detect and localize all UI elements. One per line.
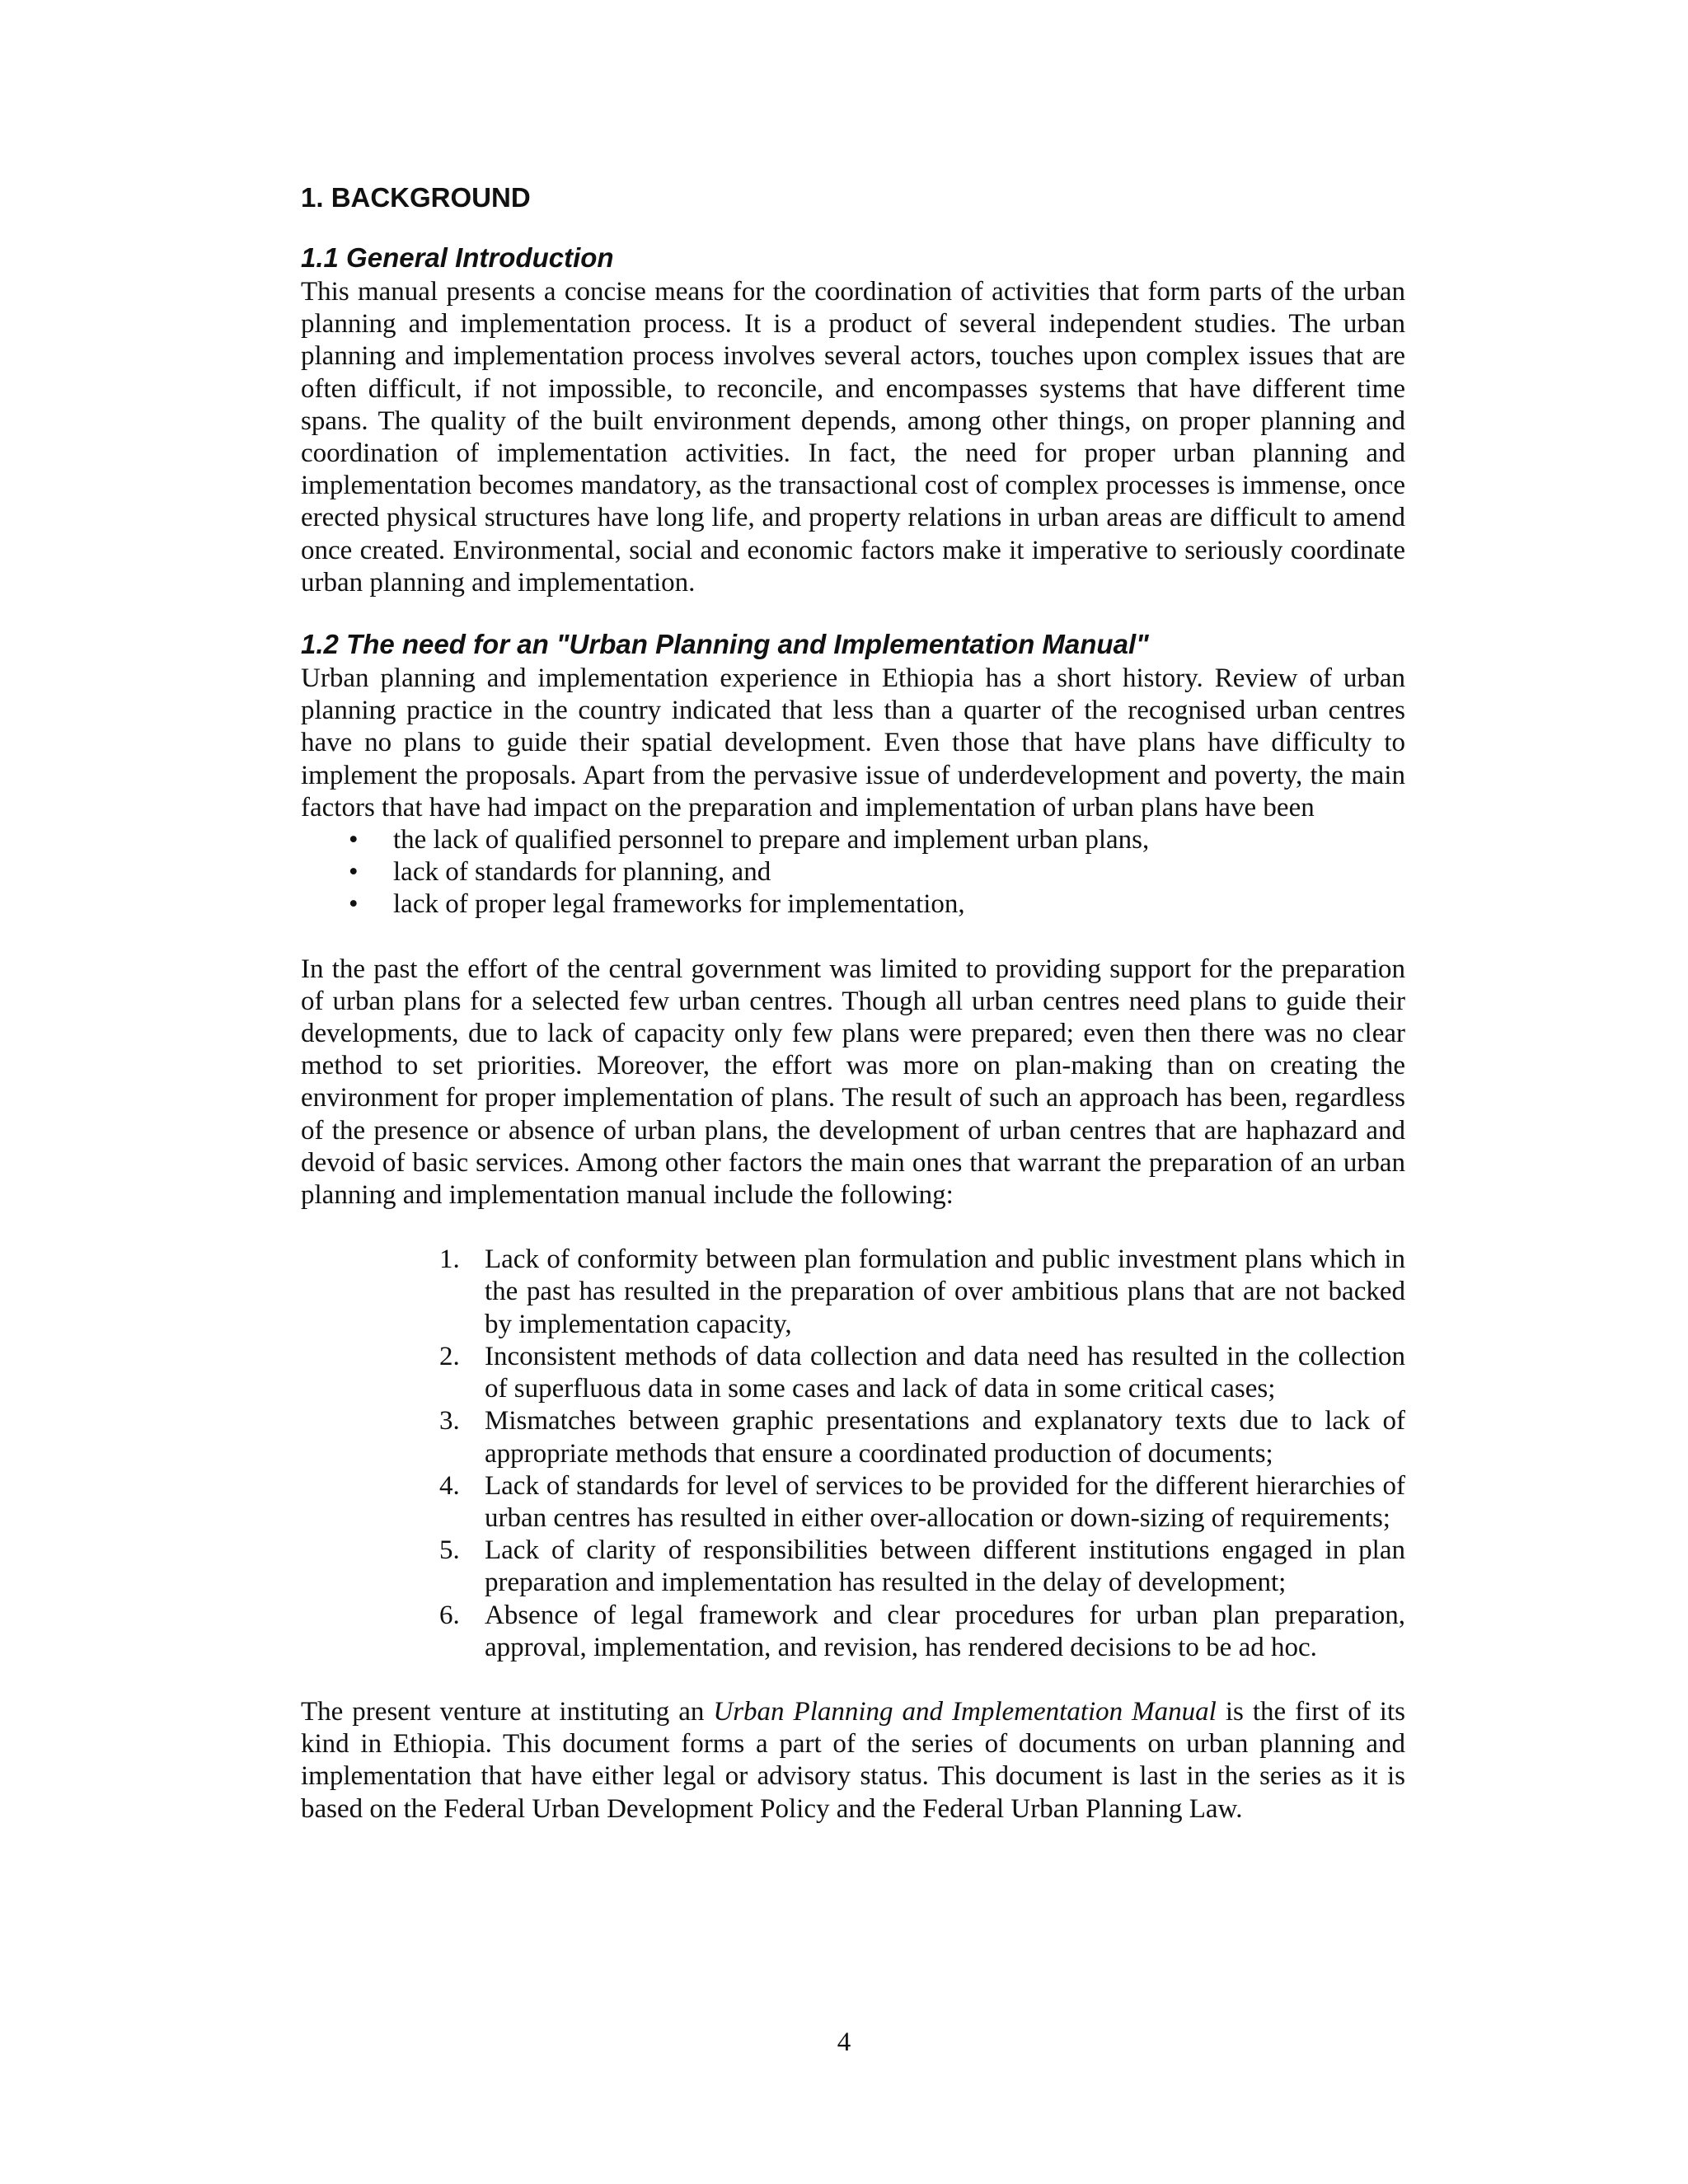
bullet-icon: • (349, 825, 359, 855)
item-number: 1. (439, 1244, 460, 1275)
item-text: Absence of legal framework and clear procedures for urban plan preparation, approval, implementation, and revision, has rendered decisions to be ad hoc. (485, 1600, 1405, 1662)
item-number: 6. (439, 1600, 460, 1630)
item-number: 4. (439, 1470, 460, 1501)
numbered-item (301, 1341, 1405, 1405)
closing-paragraph (301, 1696, 1405, 1825)
bullet-item (301, 824, 1405, 856)
bullet-icon: • (349, 857, 359, 888)
numbered-item (301, 1470, 1405, 1535)
page-number: 4 (837, 2027, 851, 2057)
bullet-text: the lack of qualified personnel to prepare and implement urban plans, (393, 825, 1150, 855)
intro-paragraph: This manual presents a concise means for the coordination of activities that form parts of the urban planning and implementation process. It is a product of several independent studies. The urban planning and implementation process involves several actors, touches upon complex issues that are often difficult, if not impossible, to reconcile, and encompasses systems that have different time spans. The quality of the built environment depends, among other things, on proper planning and coordination of implementation activities. In fact, the need for proper urban planning and implementation becomes mandatory, as the transactional cost of complex processes is immense, once erected physical structures have long life, and property relations in urban areas are difficult to amend once created. Environmental, social and economic factors make it imperative to seriously coordinate urban planning and implementation. (301, 277, 1405, 598)
item-number: 5. (439, 1535, 460, 1566)
numbered-item (301, 1405, 1405, 1469)
intro-heading: 1.1 General Introduction (301, 242, 614, 273)
reasons-numbered-list (301, 1244, 1405, 1664)
bullet-item (301, 856, 1405, 888)
item-text: Inconsistent methods of data collection and data need has resulted in the collection of superfluous data in some cases and lack of data in some critical cases; (485, 1341, 1405, 1404)
item-text: Mismatches between graphic presentations and explanatory texts due to lack of appropriate methods that ensure a coordinated production of documents; (485, 1406, 1405, 1469)
need-paragraph-1: Urban planning and implementation experience in Ethiopia has a short history. Review of urban planning practice in the country indicated that less than a quarter of the recognised urban centres have no plans to guide their spatial development. Even those that have plans have difficulty to implement the proposals. Apart from the pervasive issue of underdevelopment and poverty, the main factors that have had impact on the preparation and implementation of urban plans have been (301, 663, 1405, 823)
bullet-text: lack of proper legal frameworks for implementation, (393, 889, 965, 920)
need-paragraph-2: In the past the effort of the central government was limited to providing support for the preparation of urban plans for a selected few urban centres. Though all urban centres need plans to guide their developments, due to lack of capacity only few plans were prepared; even then there was no clear method to set priorities. Moreover, the effort was more on plan-making than on creating the environment for proper implementation of plans. The result of such an approach has been, regardless of the presence or absence of urban plans, the development of urban centres that are haphazard and devoid of basic services. Among other factors the main ones that warrant the preparation of an urban planning and implementation manual include the following: (301, 954, 1405, 1211)
item-text: Lack of standards for level of services to be provided for the different hierarchies of urban centres has resulted in either over-allocation or down-sizing of requirements; (485, 1470, 1405, 1533)
closing-text-after: is the first of its kind in Ethiopia. This document forms a part of the series of documents on urban planning and implementation that have either legal or advisory status. This document is last in the series as it is based on the Federal Urban Development Policy and the Federal Urban Planning Law. (301, 1696, 1405, 1824)
bullet-icon: • (349, 889, 359, 920)
bullet-text: lack of standards for planning, and (393, 857, 771, 888)
manual-title-italic: Urban Planning and Implementation Manual (713, 1696, 1217, 1727)
document-page (301, 181, 1405, 1825)
section-heading: 1. BACKGROUND (301, 182, 531, 213)
closing-text-before: The present venture at instituting an (301, 1696, 714, 1727)
item-number: 2. (439, 1341, 460, 1371)
item-text: Lack of clarity of responsibilities between different institutions engaged in plan preparation and implementation has resulted in the delay of development; (485, 1535, 1405, 1598)
item-text: Lack of conformity between plan formulation and public investment plans which in the past has resulted in the preparation of over ambitious plans that are not backed by implementation capacity, (485, 1244, 1405, 1339)
bullet-item (301, 888, 1405, 921)
need-heading: 1.2 The need for an "Urban Planning and Implementation Manual" (301, 629, 1149, 660)
numbered-item (301, 1600, 1405, 1664)
item-number: 3. (439, 1406, 460, 1436)
numbered-item (301, 1535, 1405, 1599)
factors-bullet-list (301, 824, 1405, 921)
numbered-item (301, 1244, 1405, 1341)
